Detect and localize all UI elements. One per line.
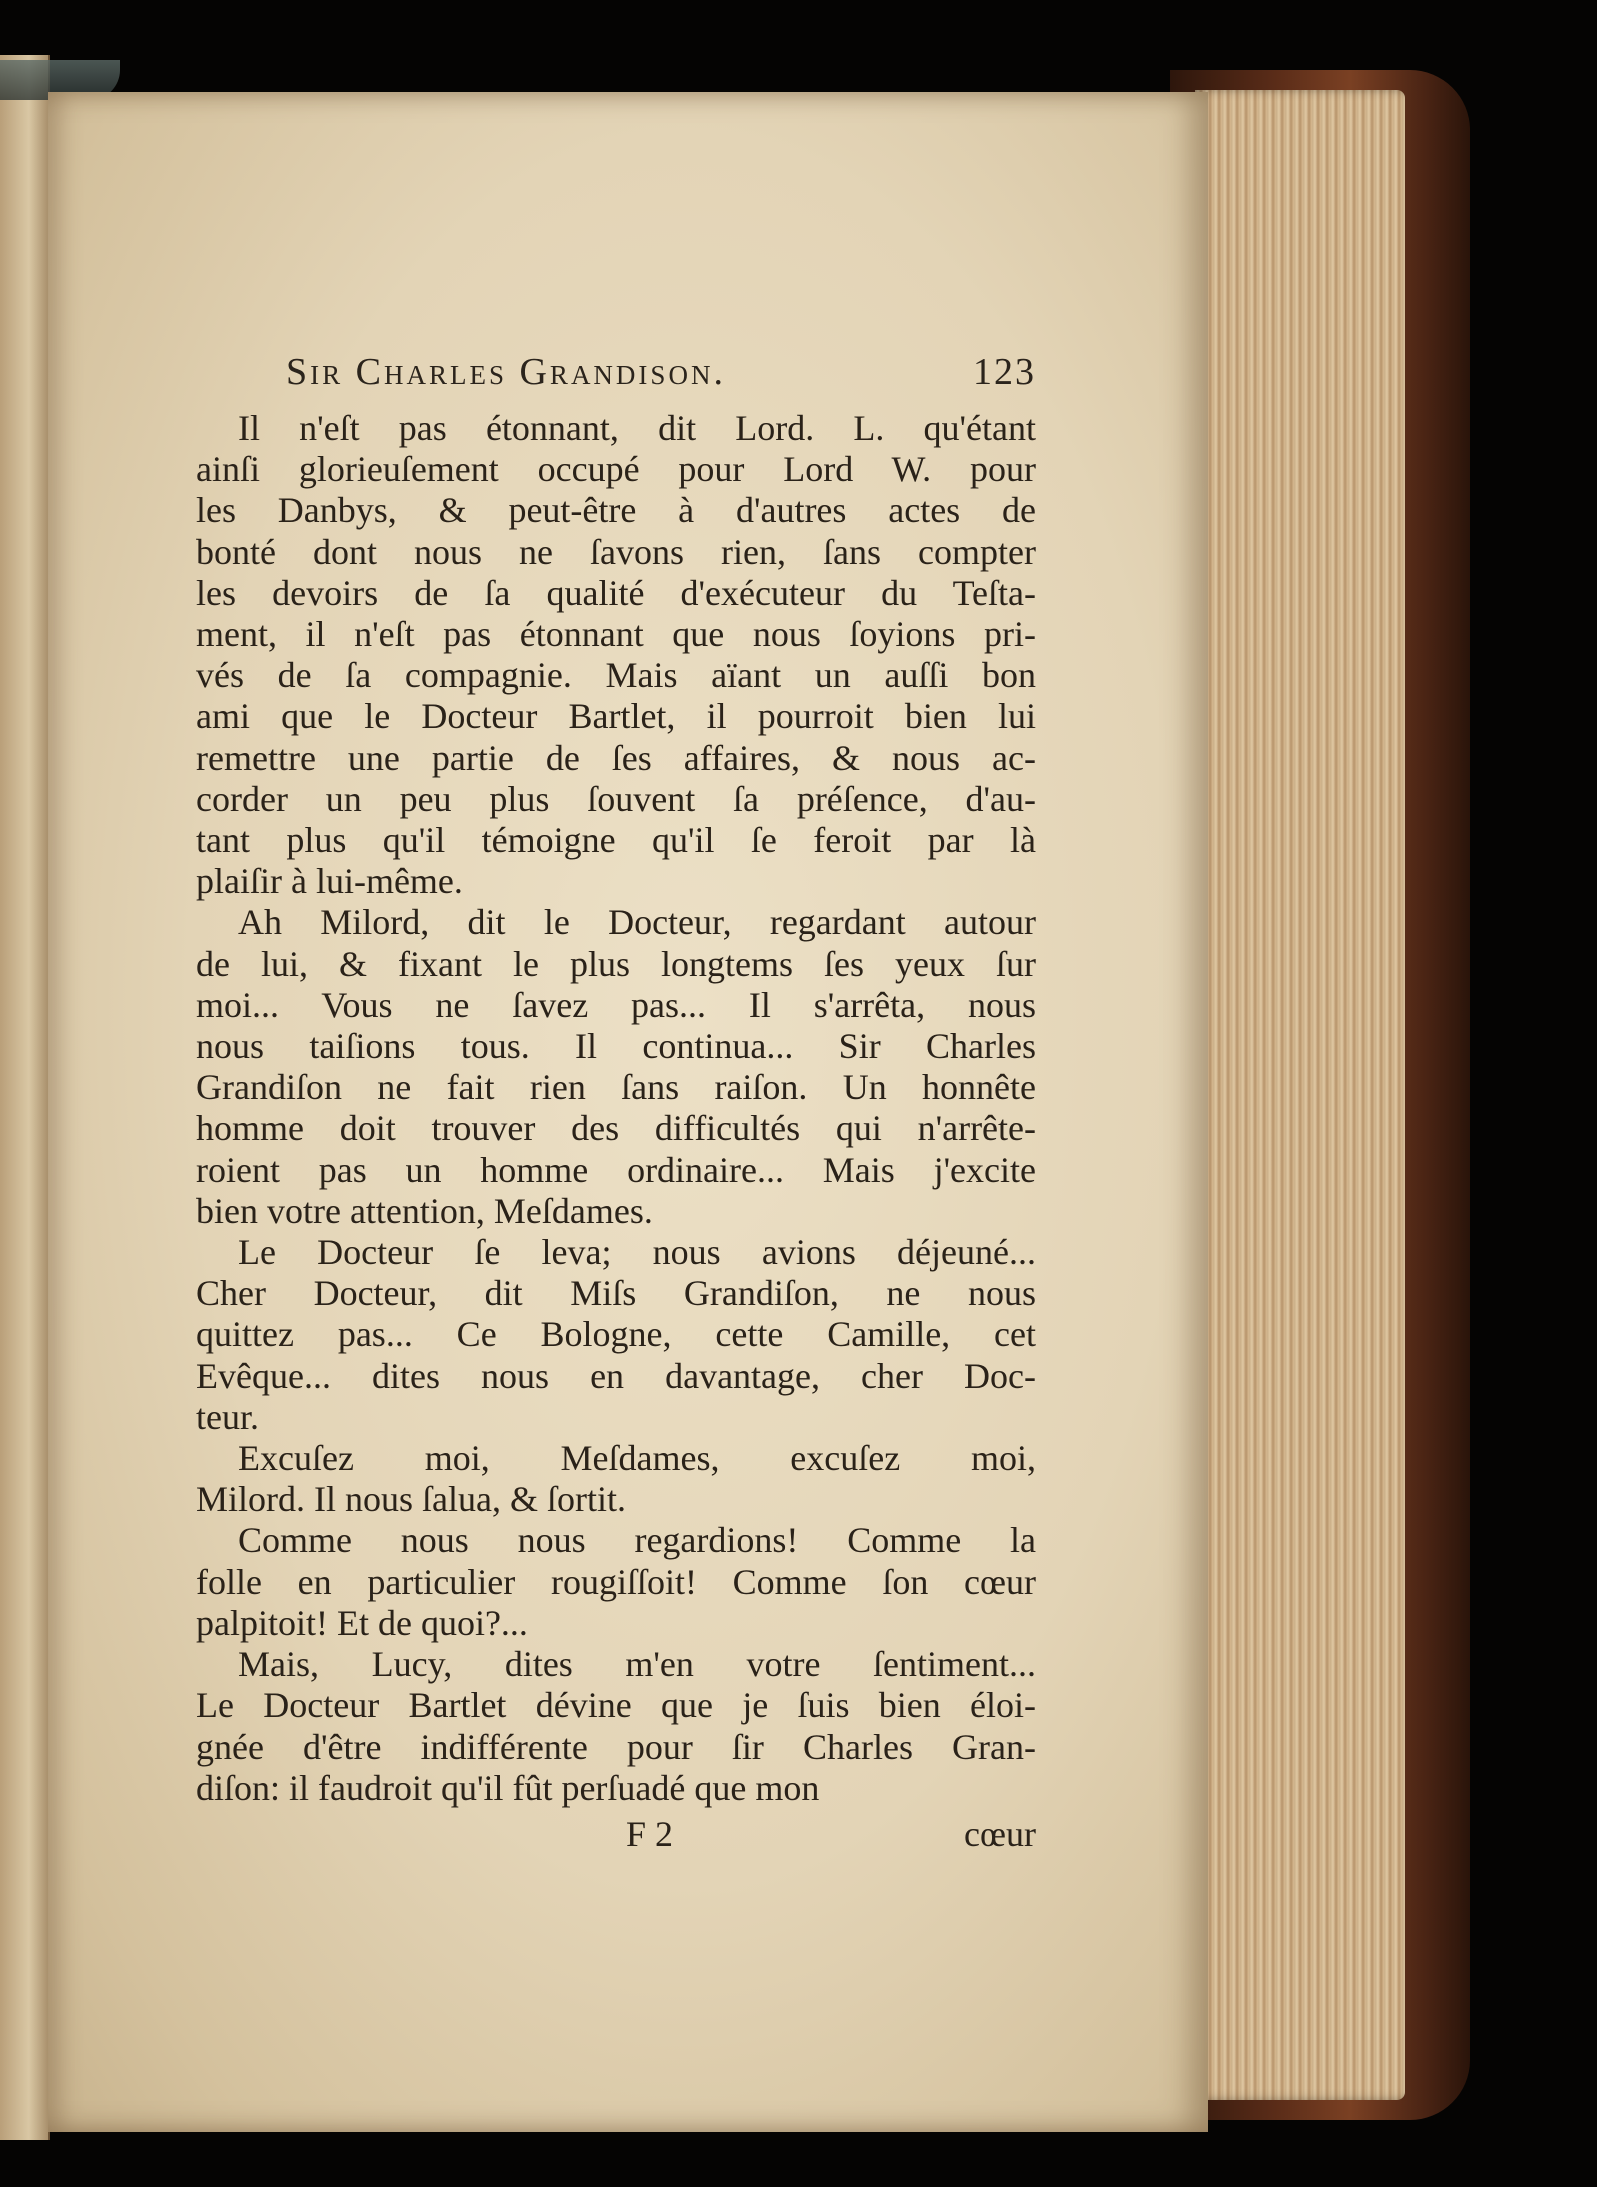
text-line: Cher Docteur, dit Miſs Grandiſon, ne nous: [196, 1273, 1036, 1314]
text-line: bien votre attention, Meſdames.: [196, 1190, 653, 1231]
text-line: ment, il n'eſt pas étonnant que nous ſoyions pri-: [196, 614, 1036, 655]
book-page: [48, 92, 1208, 2132]
text-line: Excuſez moi, Meſdames, excuſez moi,: [238, 1438, 1036, 1479]
text-line: homme doit trouver des difficultés qui n'arrête-: [196, 1108, 1036, 1149]
text-line: Grandiſon ne fait rien ſans raiſon. Un honnête: [196, 1067, 1036, 1108]
text-line: plaiſir à lui-même.: [196, 861, 463, 902]
text-line: Milord. Il nous ſalua, & ſortit.: [196, 1479, 626, 1520]
running-head: [196, 350, 1036, 408]
text-line: Ah Milord, dit le Docteur, regardant autour: [238, 902, 1036, 943]
text-line: Comme nous nous regardions! Comme la: [238, 1520, 1036, 1561]
signature-mark: F 2: [626, 1813, 674, 1854]
running-title: Sir Charles Grandison.: [286, 351, 726, 393]
text-line: ainſi glorieuſement occupé pour Lord W. pour: [196, 449, 1036, 490]
page-number: 123: [973, 351, 1036, 393]
text-line: Il n'eſt pas étonnant, dit Lord. L. qu'étant: [238, 408, 1036, 448]
catchword: cœur: [964, 1813, 1036, 1854]
text-line: diſon: il faudroit qu'il fût perſuadé que mon: [196, 1767, 820, 1808]
text-line: Evêque... dites nous en davantage, cher Doc-: [196, 1355, 1036, 1396]
text-line: moi... Vous ne ſavez pas... Il s'arrêta, nous: [196, 984, 1036, 1025]
text-line: roient pas un homme ordinaire... Mais j'excite: [196, 1149, 1036, 1190]
facing-page-edge: [0, 55, 50, 2140]
page-edges: [1195, 90, 1405, 2100]
text-line: les Danbys, & peut-être à d'autres actes de: [196, 490, 1036, 531]
text-line: teur.: [196, 1396, 259, 1437]
text-line: bonté dont nous ne ſavons rien, ſans compter: [196, 531, 1036, 572]
text-line: gnée d'être indifférente pour ſir Charles Gran-: [196, 1726, 1036, 1767]
text-line: Le Docteur ſe leva; nous avions déjeuné...: [238, 1232, 1036, 1273]
page-content: [196, 350, 1036, 1857]
text-line: remettre une partie de ſes affaires, & nous ac-: [196, 737, 1036, 778]
text-line: vés de ſa compagnie. Mais aïant un auſſi bon: [196, 655, 1036, 696]
body-text: [196, 408, 1036, 1809]
text-line: Le Docteur Bartlet dévine que je ſuis bien éloi-: [196, 1685, 1036, 1726]
text-line: les devoirs de ſa qualité d'exécuteur du Teſta-: [196, 572, 1036, 613]
text-line: de lui, & fixant le plus longtems ſes yeux ſur: [196, 943, 1036, 984]
text-line: palpitoit! Et de quoi?...: [196, 1602, 528, 1643]
text-line: tant plus qu'il témoigne qu'il ſe feroit par là: [196, 820, 1036, 861]
text-line: folle en particulier rougiſſoit! Comme ſon cœur: [196, 1561, 1036, 1602]
text-line: corder un peu plus ſouvent ſa préſence, d'au-: [196, 778, 1036, 819]
text-line: quittez pas... Ce Bologne, cette Camille, cet: [196, 1314, 1036, 1355]
text-line: nous taiſions tous. Il continua... Sir Charles: [196, 1026, 1036, 1067]
text-line: Mais, Lucy, dites m'en votre ſentiment...: [238, 1644, 1036, 1685]
page-footer: [196, 1813, 1036, 1857]
text-line: ami que le Docteur Bartlet, il pourroit bien lui: [196, 696, 1036, 737]
